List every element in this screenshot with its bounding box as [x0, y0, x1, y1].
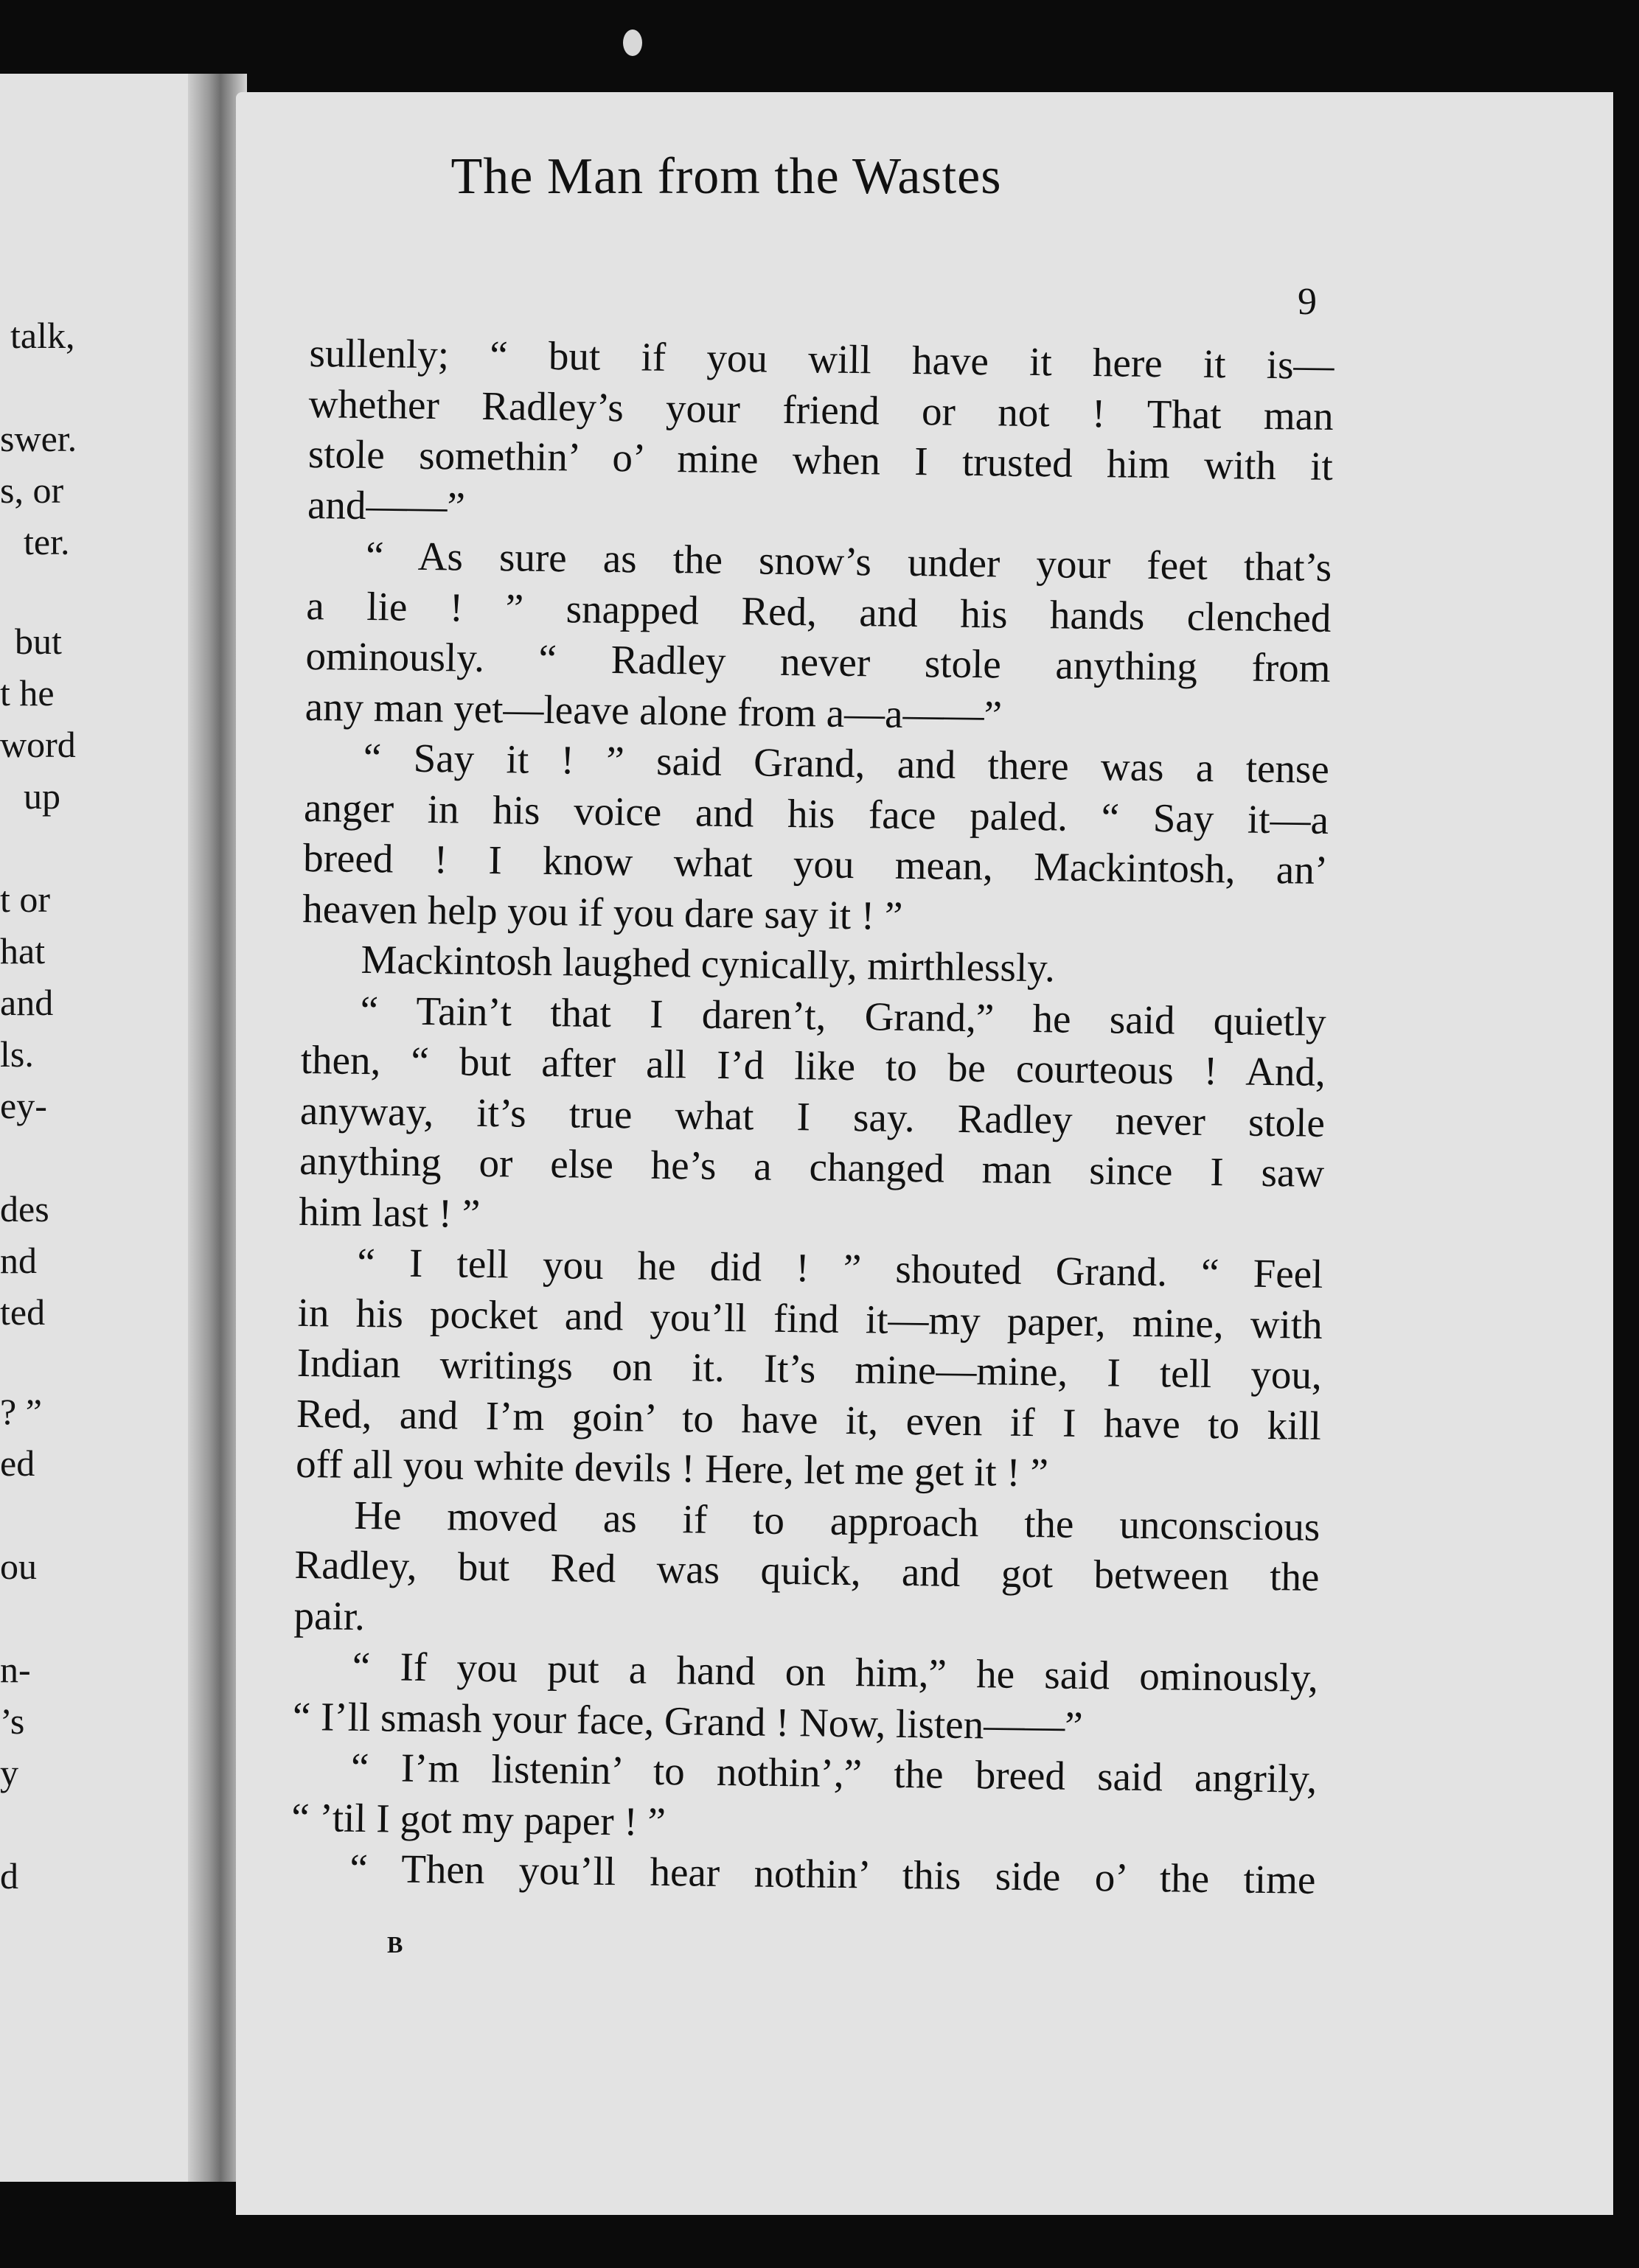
- left-facing-page: [0, 74, 199, 2182]
- left-fragment: nd: [0, 1240, 37, 1281]
- signature-mark: B: [387, 1931, 403, 1958]
- text-line: “ If you put a hand on him,” he said ominously,: [352, 1643, 1319, 1700]
- running-head: The Man from the Wastes: [450, 148, 1002, 205]
- text-line: anyway, it’s true what I say. Radley never stole: [299, 1087, 1326, 1145]
- text-line: off all you white devils ! Here, let me get it ! ”: [295, 1440, 1049, 1496]
- left-fragment: t or: [0, 879, 51, 920]
- text-line: whether Radley’s your friend or not ! That man: [308, 380, 1334, 439]
- left-fragment: ou: [0, 1546, 37, 1587]
- left-fragment: y: [0, 1752, 18, 1793]
- left-fragment: des: [0, 1188, 49, 1229]
- text-line: in his pocket and you’ll find it—my paper, mine, with: [297, 1289, 1323, 1347]
- text-line: “ I tell you he did ! ” shouted Grand. “ Feel: [357, 1239, 1323, 1297]
- left-fragment: up: [24, 775, 60, 817]
- text-line: sullenly; “ but if you will have it here it is—: [309, 329, 1334, 388]
- left-fragment: ted: [0, 1291, 46, 1333]
- left-fragment: ey-: [0, 1085, 47, 1126]
- body-text: [290, 328, 1334, 1905]
- left-fragment: but: [15, 621, 62, 662]
- text-line: ominously. “ Radley never stole anything from: [305, 632, 1331, 691]
- left-fragment: word: [0, 724, 76, 765]
- text-line: Red, and I’m goin’ to have it, even if I have to kill: [296, 1390, 1322, 1448]
- left-fragment: d: [0, 1855, 18, 1897]
- text-line: any man yet—leave alone from a—a——”: [305, 683, 1003, 738]
- text-line: heaven help you if you dare say it ! ”: [302, 885, 903, 938]
- text-line: a lie ! ” snapped Red, and his hands clenched: [306, 582, 1332, 641]
- left-fragment: ’s: [0, 1700, 25, 1742]
- scan-smudge: [623, 29, 642, 56]
- text-line: “ Tain’t that I daren’t, Grand,” he said quietly: [360, 987, 1326, 1044]
- text-line: him last ! ”: [298, 1188, 481, 1236]
- left-fragment: talk,: [10, 315, 75, 356]
- left-fragment: ter.: [24, 521, 70, 562]
- left-fragment: ls.: [0, 1033, 34, 1075]
- text-line: “ Then you’ll hear nothin’ this side o’ the time: [349, 1845, 1316, 1902]
- page-number: 9: [1298, 281, 1317, 323]
- text-line: “ Say it ! ” said Grand, and there was a tense: [363, 734, 1330, 792]
- text-line: Mackintosh laughed cynically, mirthlessly.: [361, 936, 1056, 991]
- left-fragment: t he: [0, 672, 55, 713]
- text-line: anger in his voice and his face paled. “ Say it—a: [303, 784, 1329, 842]
- text-line: breed ! I know what you mean, Mackintosh, an’: [302, 834, 1329, 893]
- left-fragment: s, or: [0, 470, 64, 511]
- text-line: Radley, but Red was quick, and got between the: [294, 1541, 1320, 1599]
- text-line: He moved as if to approach the unconscious: [353, 1492, 1320, 1549]
- text-line: pair.: [293, 1592, 366, 1639]
- left-fragment: ? ”: [0, 1391, 42, 1432]
- text-line: stole somethin’ o’ mine when I trusted him with it: [307, 430, 1334, 489]
- text-line: Indian writings on it. It’s mine—mine, I tell you,: [296, 1339, 1323, 1398]
- text-line: and——”: [307, 481, 466, 529]
- text-line: anything or else he’s a changed man since I saw: [299, 1137, 1325, 1196]
- left-fragment: hat: [0, 930, 46, 971]
- text-line: “ As sure as the snow’s under your feet that’s: [365, 532, 1332, 590]
- text-line: “ ’til I got my paper ! ”: [290, 1794, 667, 1844]
- left-fragment: and: [0, 982, 54, 1023]
- left-fragment: swer.: [0, 418, 77, 459]
- text-line: “ I’m listenin’ to nothin’,” the breed said angrily,: [350, 1744, 1318, 1801]
- text-line: “ I’ll smash your face, Grand ! Now, listen——”: [292, 1693, 1083, 1748]
- left-fragment: ed: [0, 1442, 35, 1484]
- left-fragment: n-: [0, 1649, 31, 1690]
- text-line: then, “ but after all I’d like to be courteous ! And,: [300, 1036, 1326, 1095]
